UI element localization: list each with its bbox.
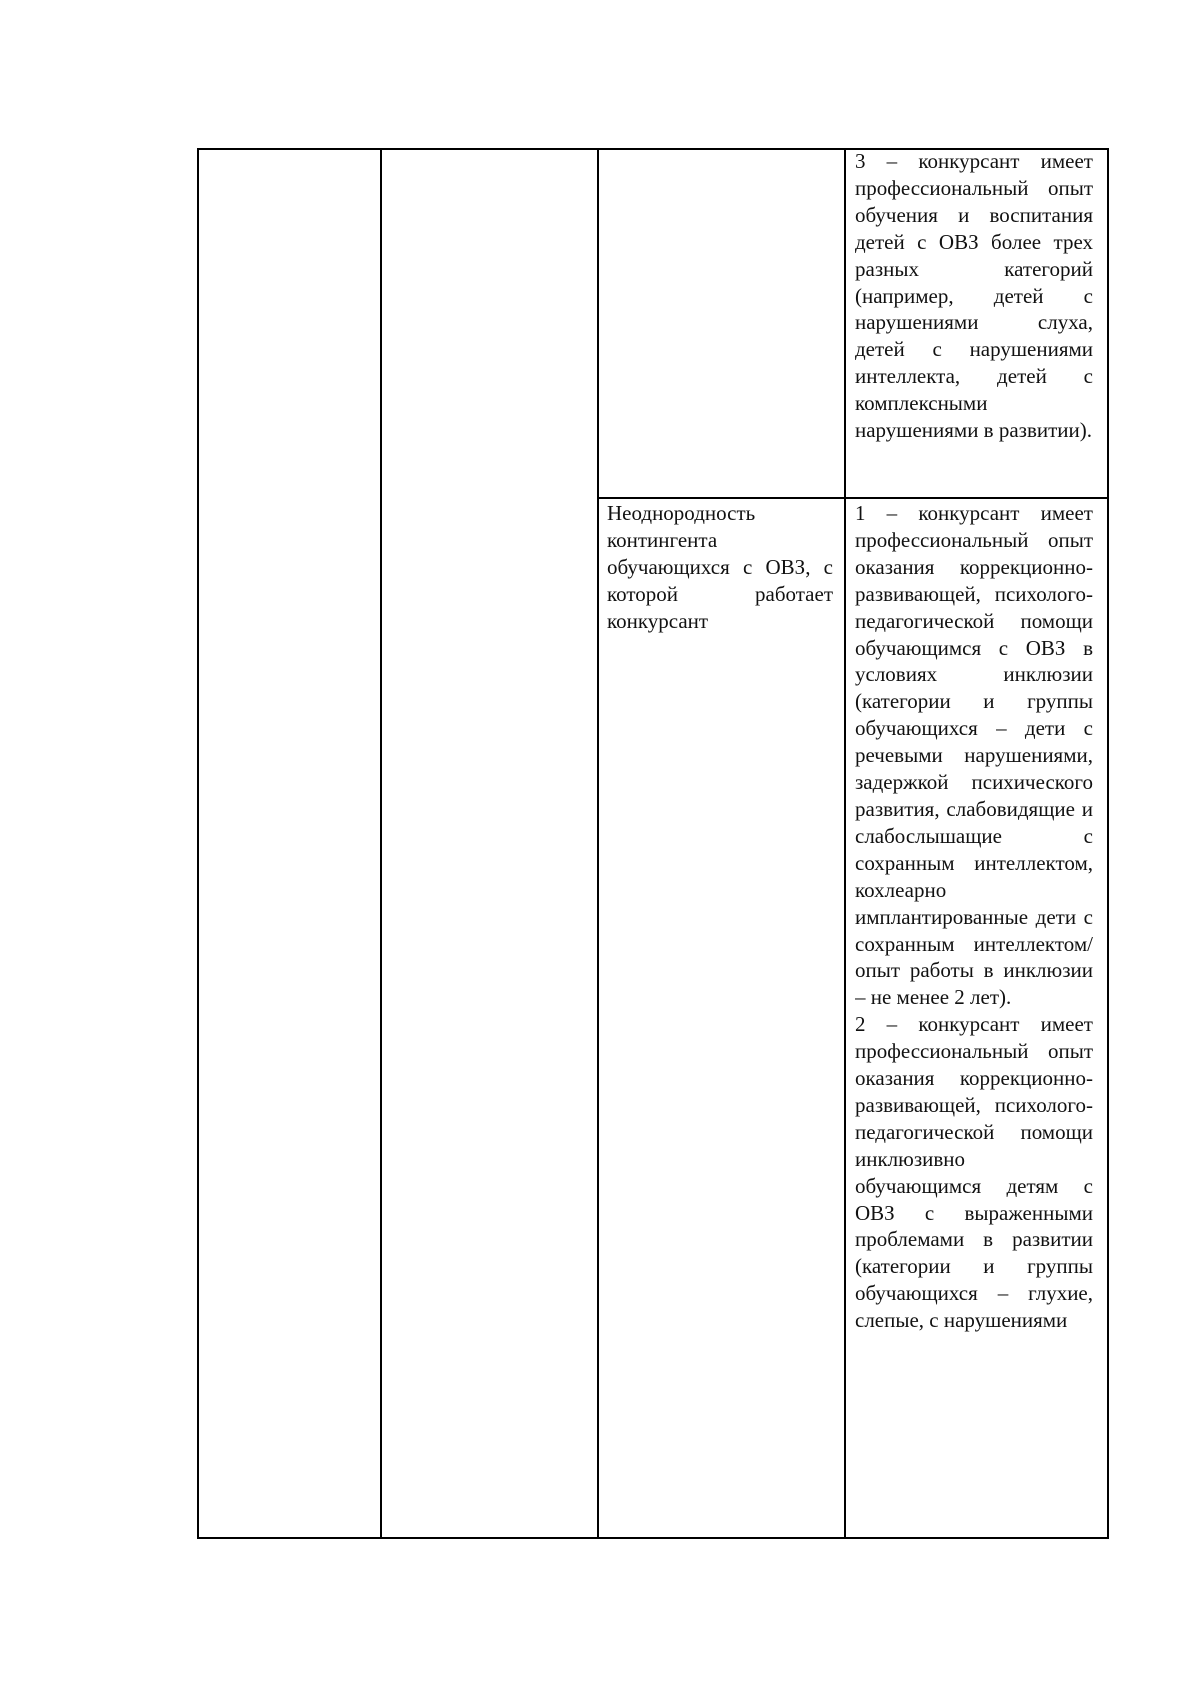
score-cell-bottom xyxy=(855,500,1093,1334)
score-2-text: 2 – конкурсант имеет профессиональный опыт оказания коррекционно-развивающей, психолого-педагогической помощи инклюзивно обучающимся детям с ОВЗ с выраженными проблемами в развитии (категории и группы обучающихся – глухие, слепые, с нарушениями xyxy=(855,1012,1093,1333)
row-divider xyxy=(597,497,1107,499)
score-3-text: 3 – конкурсант имеет профессиональный опыт обучения и воспитания детей с ОВЗ более трех разных категорий (например, детей с нарушениями слуха, детей с нарушениями интеллекта, детей с комплексными нарушениями в развитии). xyxy=(855,149,1093,443)
column-divider xyxy=(844,150,846,1537)
score-1-text: 1 – конкурсант имеет профессиональный опыт оказания коррекционно-развивающей, психолого-педагогической помощи обучающимся с ОВЗ в условиях инклюзии (категории и группы обучающихся – дети с речевыми нарушениями, задержкой психического развития, слабовидящие и слабослышащие с сохранным интеллектом, кохлеарно имплантированные дети с сохранным интеллектом/ опыт работы в инклюзии – не менее 2 лет). xyxy=(855,501,1093,1010)
criteria-table xyxy=(197,148,1109,1539)
column-divider xyxy=(597,150,599,1537)
score-cell-top xyxy=(855,148,1093,444)
criterion-cell xyxy=(607,500,833,635)
column-divider xyxy=(380,150,382,1537)
criterion-text: Неоднородность контингента обучающихся с ОВЗ, с которой работает конкурсант xyxy=(607,501,833,633)
